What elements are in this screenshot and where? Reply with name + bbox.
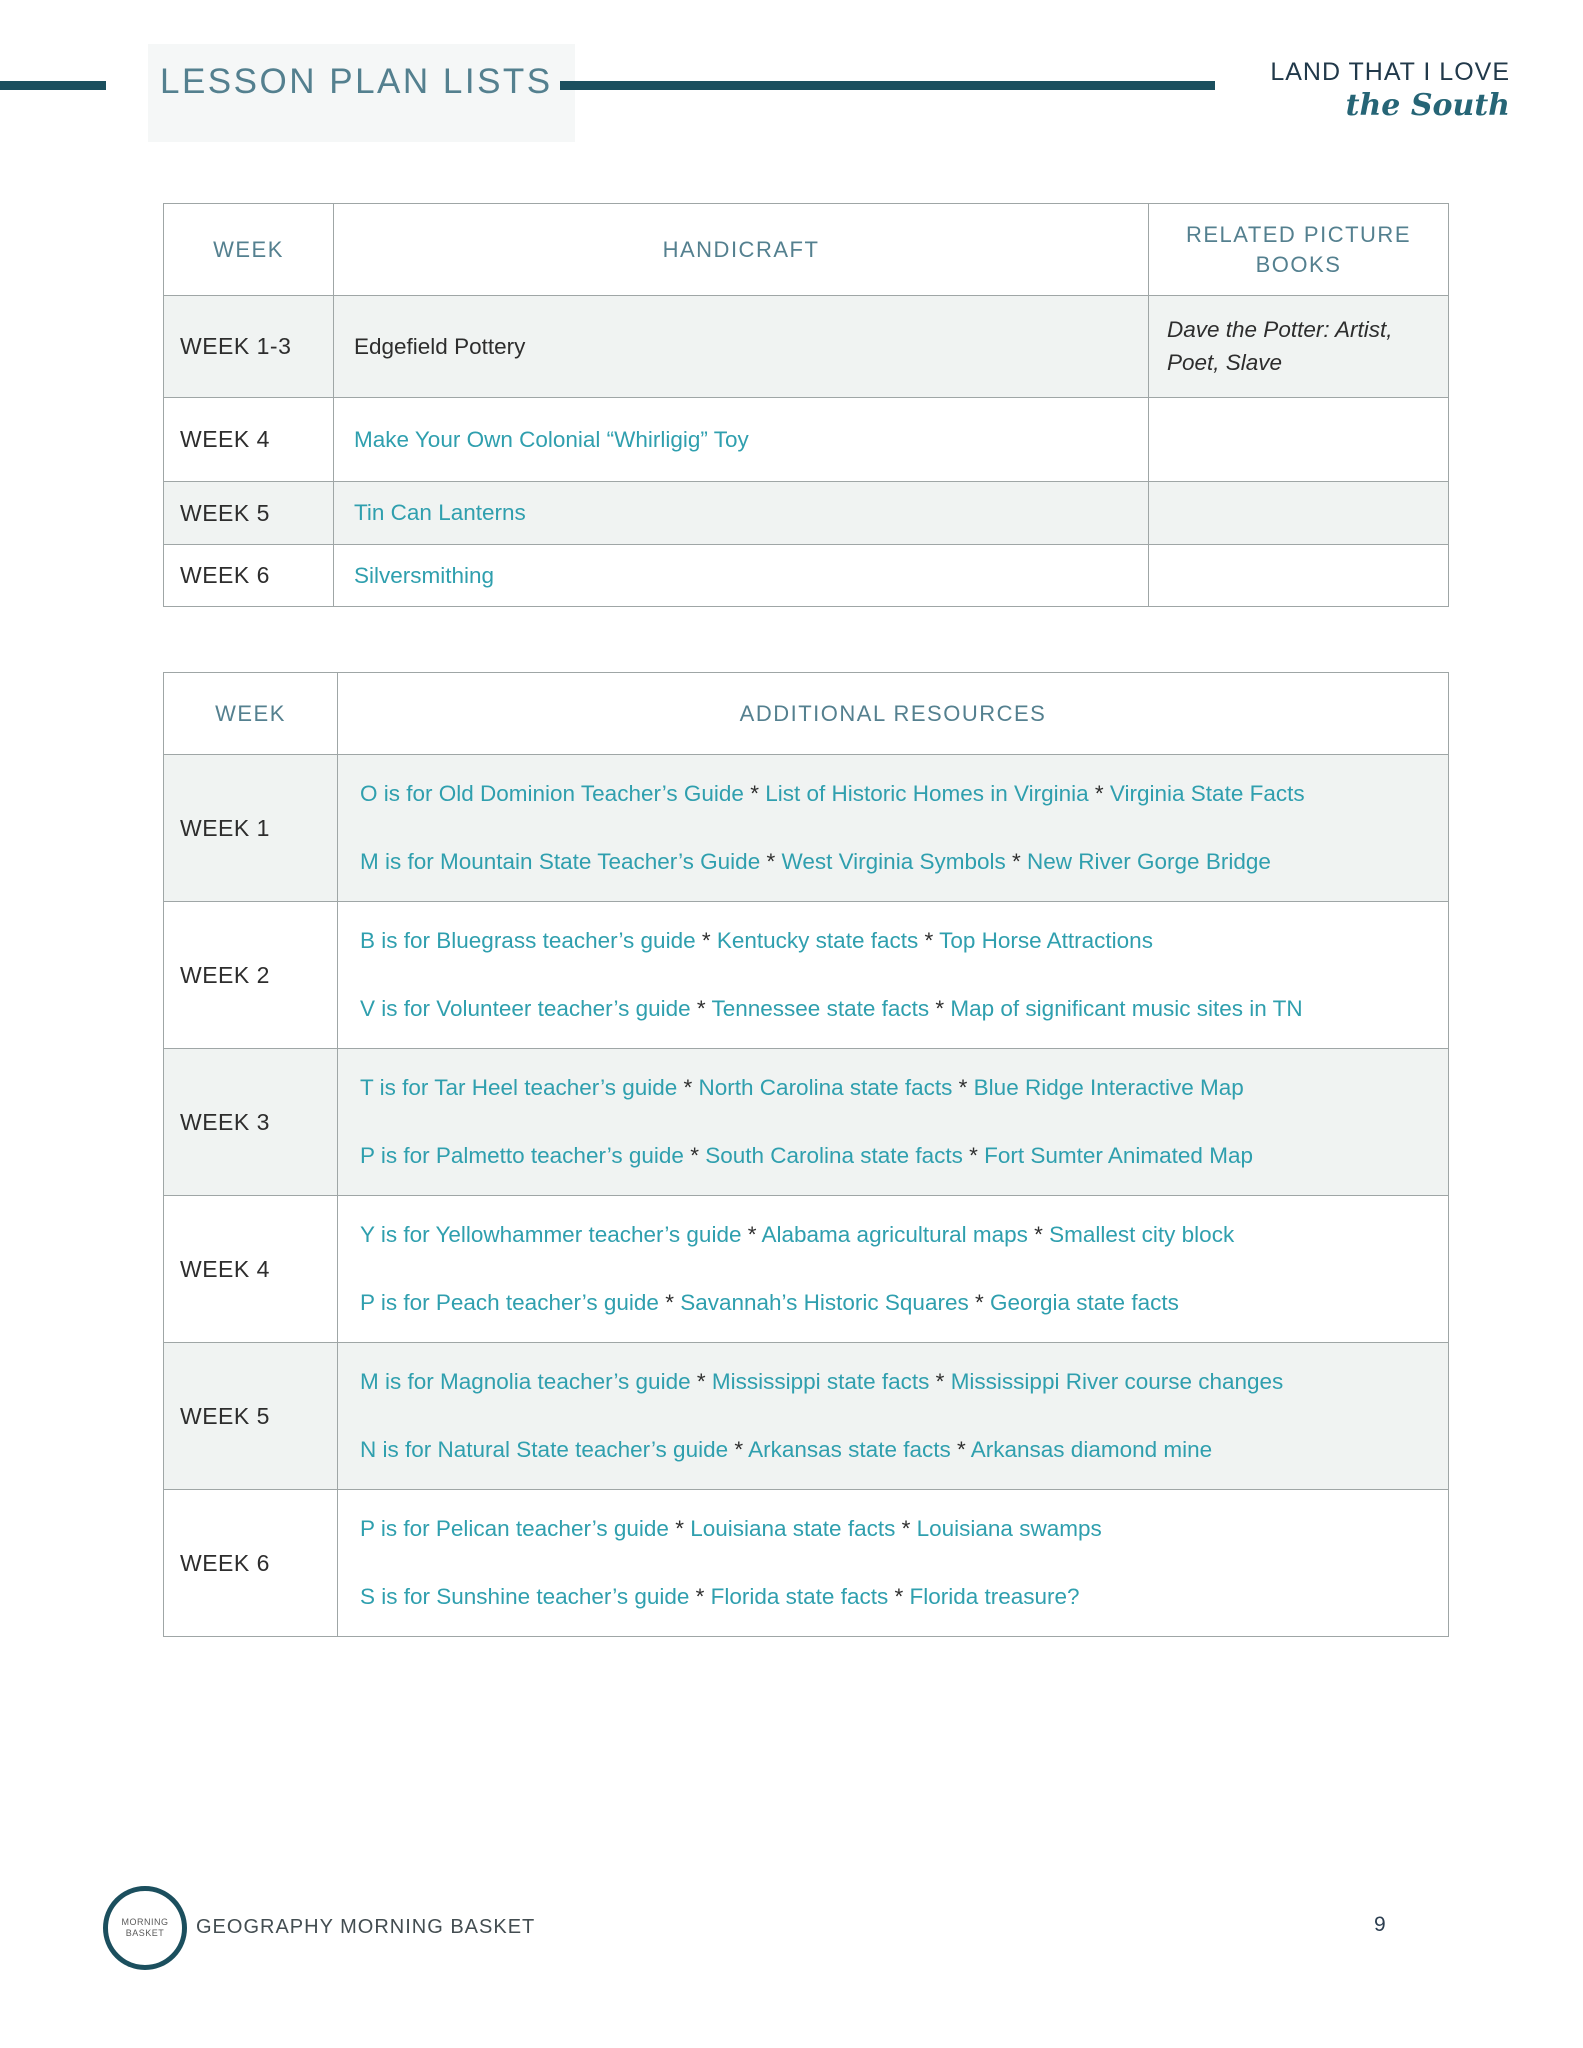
page-number: 9 bbox=[1374, 1913, 1386, 1936]
separator-asterisk: * bbox=[1027, 1222, 1050, 1247]
resource-link[interactable]: Map of significant music sites in TN bbox=[950, 996, 1303, 1021]
header-rule-mid bbox=[560, 81, 1215, 90]
handicraft-link[interactable]: Silversmithing bbox=[354, 562, 495, 588]
separator-asterisk: * bbox=[668, 1516, 691, 1541]
separator-asterisk: * bbox=[918, 928, 940, 953]
logo-text: MORNING BASKET bbox=[121, 1917, 169, 1938]
separator-asterisk: * bbox=[741, 1222, 762, 1247]
brand-subtitle: the South bbox=[1345, 88, 1510, 123]
resource-line bbox=[360, 1431, 1426, 1469]
picture-book-title bbox=[1149, 482, 1449, 545]
resources-cell bbox=[338, 902, 1449, 1049]
resource-link[interactable]: B is for Bluegrass teacher’s guide bbox=[360, 928, 696, 953]
week-label: WEEK 3 bbox=[164, 1049, 338, 1196]
resource-line bbox=[360, 1069, 1426, 1107]
resource-line bbox=[360, 1578, 1426, 1616]
resource-link[interactable]: Florida state facts bbox=[710, 1584, 889, 1609]
resource-line bbox=[360, 1137, 1426, 1175]
resource-link[interactable]: M is for Mountain State Teacher’s Guide bbox=[360, 849, 761, 874]
resource-link[interactable]: V is for Volunteer teacher’s guide bbox=[360, 996, 691, 1021]
column-header-handicraft: HANDICRAFT bbox=[334, 204, 1149, 296]
resource-link[interactable]: Louisiana state facts bbox=[690, 1516, 896, 1541]
morning-basket-logo bbox=[103, 1886, 187, 1970]
resource-link[interactable]: N is for Natural State teacher’s guide bbox=[360, 1437, 729, 1462]
resource-link[interactable]: S is for Sunshine teacher’s guide bbox=[360, 1584, 690, 1609]
handicraft-header-row bbox=[164, 204, 1449, 296]
week-label: WEEK 1 bbox=[164, 755, 338, 902]
picture-book-title bbox=[1149, 398, 1449, 482]
separator-asterisk: * bbox=[952, 1075, 974, 1100]
separator-asterisk: * bbox=[929, 1369, 951, 1394]
resource-line bbox=[360, 843, 1426, 881]
resource-link[interactable]: P is for Palmetto teacher’s guide bbox=[360, 1143, 684, 1168]
separator-asterisk: * bbox=[962, 1143, 985, 1168]
separator-asterisk: * bbox=[658, 1290, 681, 1315]
resource-link[interactable]: List of Historic Homes in Virginia bbox=[765, 781, 1089, 806]
resource-link[interactable]: Fort Sumter Animated Map bbox=[984, 1143, 1253, 1168]
separator-asterisk: * bbox=[888, 1584, 910, 1609]
resource-link[interactable]: Arkansas diamond mine bbox=[970, 1437, 1213, 1462]
resource-link[interactable]: North Carolina state facts bbox=[698, 1075, 953, 1100]
resource-link[interactable]: Florida treasure? bbox=[909, 1584, 1080, 1609]
resource-link[interactable]: Virginia State Facts bbox=[1109, 781, 1305, 806]
resource-link[interactable]: Mississippi River course changes bbox=[950, 1369, 1284, 1394]
separator-asterisk: * bbox=[950, 1437, 971, 1462]
resources-cell bbox=[338, 1343, 1449, 1490]
handicraft-link[interactable]: Make Your Own Colonial “Whirligig” Toy bbox=[354, 426, 749, 452]
resource-line bbox=[360, 775, 1426, 813]
week-label: WEEK 2 bbox=[164, 902, 338, 1049]
handicraft-link[interactable]: Tin Can Lanterns bbox=[354, 500, 526, 525]
separator-asterisk: * bbox=[1005, 849, 1028, 874]
handicraft-text: Edgefield Pottery bbox=[354, 333, 526, 359]
week-label: WEEK 4 bbox=[164, 398, 334, 482]
resources-cell bbox=[338, 1049, 1449, 1196]
resources-row bbox=[164, 1343, 1449, 1490]
picture-book-title bbox=[1149, 545, 1449, 607]
resource-link[interactable]: Savannah’s Historic Squares bbox=[680, 1290, 969, 1315]
separator-asterisk: * bbox=[690, 1369, 712, 1394]
resource-link[interactable]: Georgia state facts bbox=[989, 1290, 1179, 1315]
separator-asterisk: * bbox=[689, 1584, 711, 1609]
handicraft-cell bbox=[334, 545, 1149, 607]
resources-row bbox=[164, 1490, 1449, 1637]
separator-asterisk: * bbox=[728, 1437, 749, 1462]
resources-header-row bbox=[164, 673, 1449, 755]
handicraft-table bbox=[163, 203, 1449, 607]
week-label: WEEK 1-3 bbox=[164, 296, 334, 398]
column-header-week: WEEK bbox=[164, 204, 334, 296]
resources-cell bbox=[338, 1196, 1449, 1343]
week-label: WEEK 6 bbox=[164, 1490, 338, 1637]
resource-line bbox=[360, 990, 1426, 1028]
week-label: WEEK 4 bbox=[164, 1196, 338, 1343]
resource-link[interactable]: New River Gorge Bridge bbox=[1027, 849, 1271, 874]
resource-link[interactable]: P is for Pelican teacher’s guide bbox=[360, 1516, 669, 1541]
separator-asterisk: * bbox=[929, 996, 951, 1021]
resource-line bbox=[360, 1363, 1426, 1401]
handicraft-row bbox=[164, 482, 1449, 545]
resource-line bbox=[360, 922, 1426, 960]
resource-link[interactable]: South Carolina state facts bbox=[705, 1143, 963, 1168]
separator-asterisk: * bbox=[1088, 781, 1110, 806]
column-header-additional-resources: ADDITIONAL RESOURCES bbox=[338, 673, 1449, 755]
column-header-week: WEEK bbox=[164, 673, 338, 755]
resources-row bbox=[164, 1049, 1449, 1196]
resource-link[interactable]: Top Horse Attractions bbox=[939, 928, 1153, 953]
resource-link[interactable]: West Virginia Symbols bbox=[781, 849, 1006, 874]
resource-link[interactable]: P is for Peach teacher’s guide bbox=[360, 1290, 659, 1315]
resource-link[interactable]: O is for Old Dominion Teacher’s Guide bbox=[360, 781, 744, 806]
resources-table bbox=[163, 672, 1449, 1637]
picture-book-title: Dave the Potter: Artist, Poet, Slave bbox=[1149, 296, 1449, 398]
resources-cell bbox=[338, 755, 1449, 902]
handicraft-row bbox=[164, 545, 1449, 607]
week-label: WEEK 6 bbox=[164, 545, 334, 607]
resources-cell bbox=[338, 1490, 1449, 1637]
handicraft-cell bbox=[334, 482, 1149, 545]
brand-block bbox=[1270, 58, 1510, 123]
handicraft-row bbox=[164, 296, 1449, 398]
resource-line bbox=[360, 1216, 1426, 1254]
resource-link[interactable]: Smallest city block bbox=[1049, 1222, 1235, 1247]
resources-row bbox=[164, 755, 1449, 902]
resource-link[interactable]: M is for Magnolia teacher’s guide bbox=[360, 1369, 691, 1394]
resource-line bbox=[360, 1510, 1426, 1548]
resource-link[interactable]: Arkansas state facts bbox=[748, 1437, 951, 1462]
handicraft-row bbox=[164, 398, 1449, 482]
resource-link[interactable]: T is for Tar Heel teacher’s guide bbox=[360, 1075, 678, 1100]
separator-asterisk: * bbox=[743, 781, 766, 806]
resource-link[interactable]: Kentucky state facts bbox=[716, 928, 919, 953]
separator-asterisk: * bbox=[677, 1075, 699, 1100]
resource-link[interactable]: Y is for Yellowhammer teacher’s guide bbox=[360, 1222, 742, 1247]
separator-asterisk: * bbox=[895, 1516, 917, 1541]
separator-asterisk: * bbox=[690, 996, 712, 1021]
resource-link[interactable]: Louisiana swamps bbox=[916, 1516, 1102, 1541]
resource-link[interactable]: Mississippi state facts bbox=[711, 1369, 930, 1394]
resource-line bbox=[360, 1284, 1426, 1322]
separator-asterisk: * bbox=[968, 1290, 990, 1315]
separator-asterisk: * bbox=[683, 1143, 706, 1168]
page-title: LESSON PLAN LISTS bbox=[148, 44, 575, 142]
resources-row bbox=[164, 1196, 1449, 1343]
resource-link[interactable]: Tennessee state facts bbox=[711, 996, 930, 1021]
resources-row bbox=[164, 902, 1449, 1049]
separator-asterisk: * bbox=[760, 849, 782, 874]
resource-link[interactable]: Alabama agricultural maps bbox=[761, 1222, 1028, 1247]
header-rule-left bbox=[0, 81, 106, 90]
week-label: WEEK 5 bbox=[164, 482, 334, 545]
week-label: WEEK 5 bbox=[164, 1343, 338, 1490]
footer-label: GEOGRAPHY MORNING BASKET bbox=[196, 1916, 536, 1938]
resource-link[interactable]: Blue Ridge Interactive Map bbox=[973, 1075, 1244, 1100]
handicraft-cell bbox=[334, 398, 1149, 482]
handicraft-cell bbox=[334, 296, 1149, 398]
brand-title: LAND THAT I LOVE bbox=[1270, 58, 1510, 86]
column-header-related-picture-books: RELATED PICTURE BOOKS bbox=[1149, 204, 1449, 296]
separator-asterisk: * bbox=[695, 928, 717, 953]
